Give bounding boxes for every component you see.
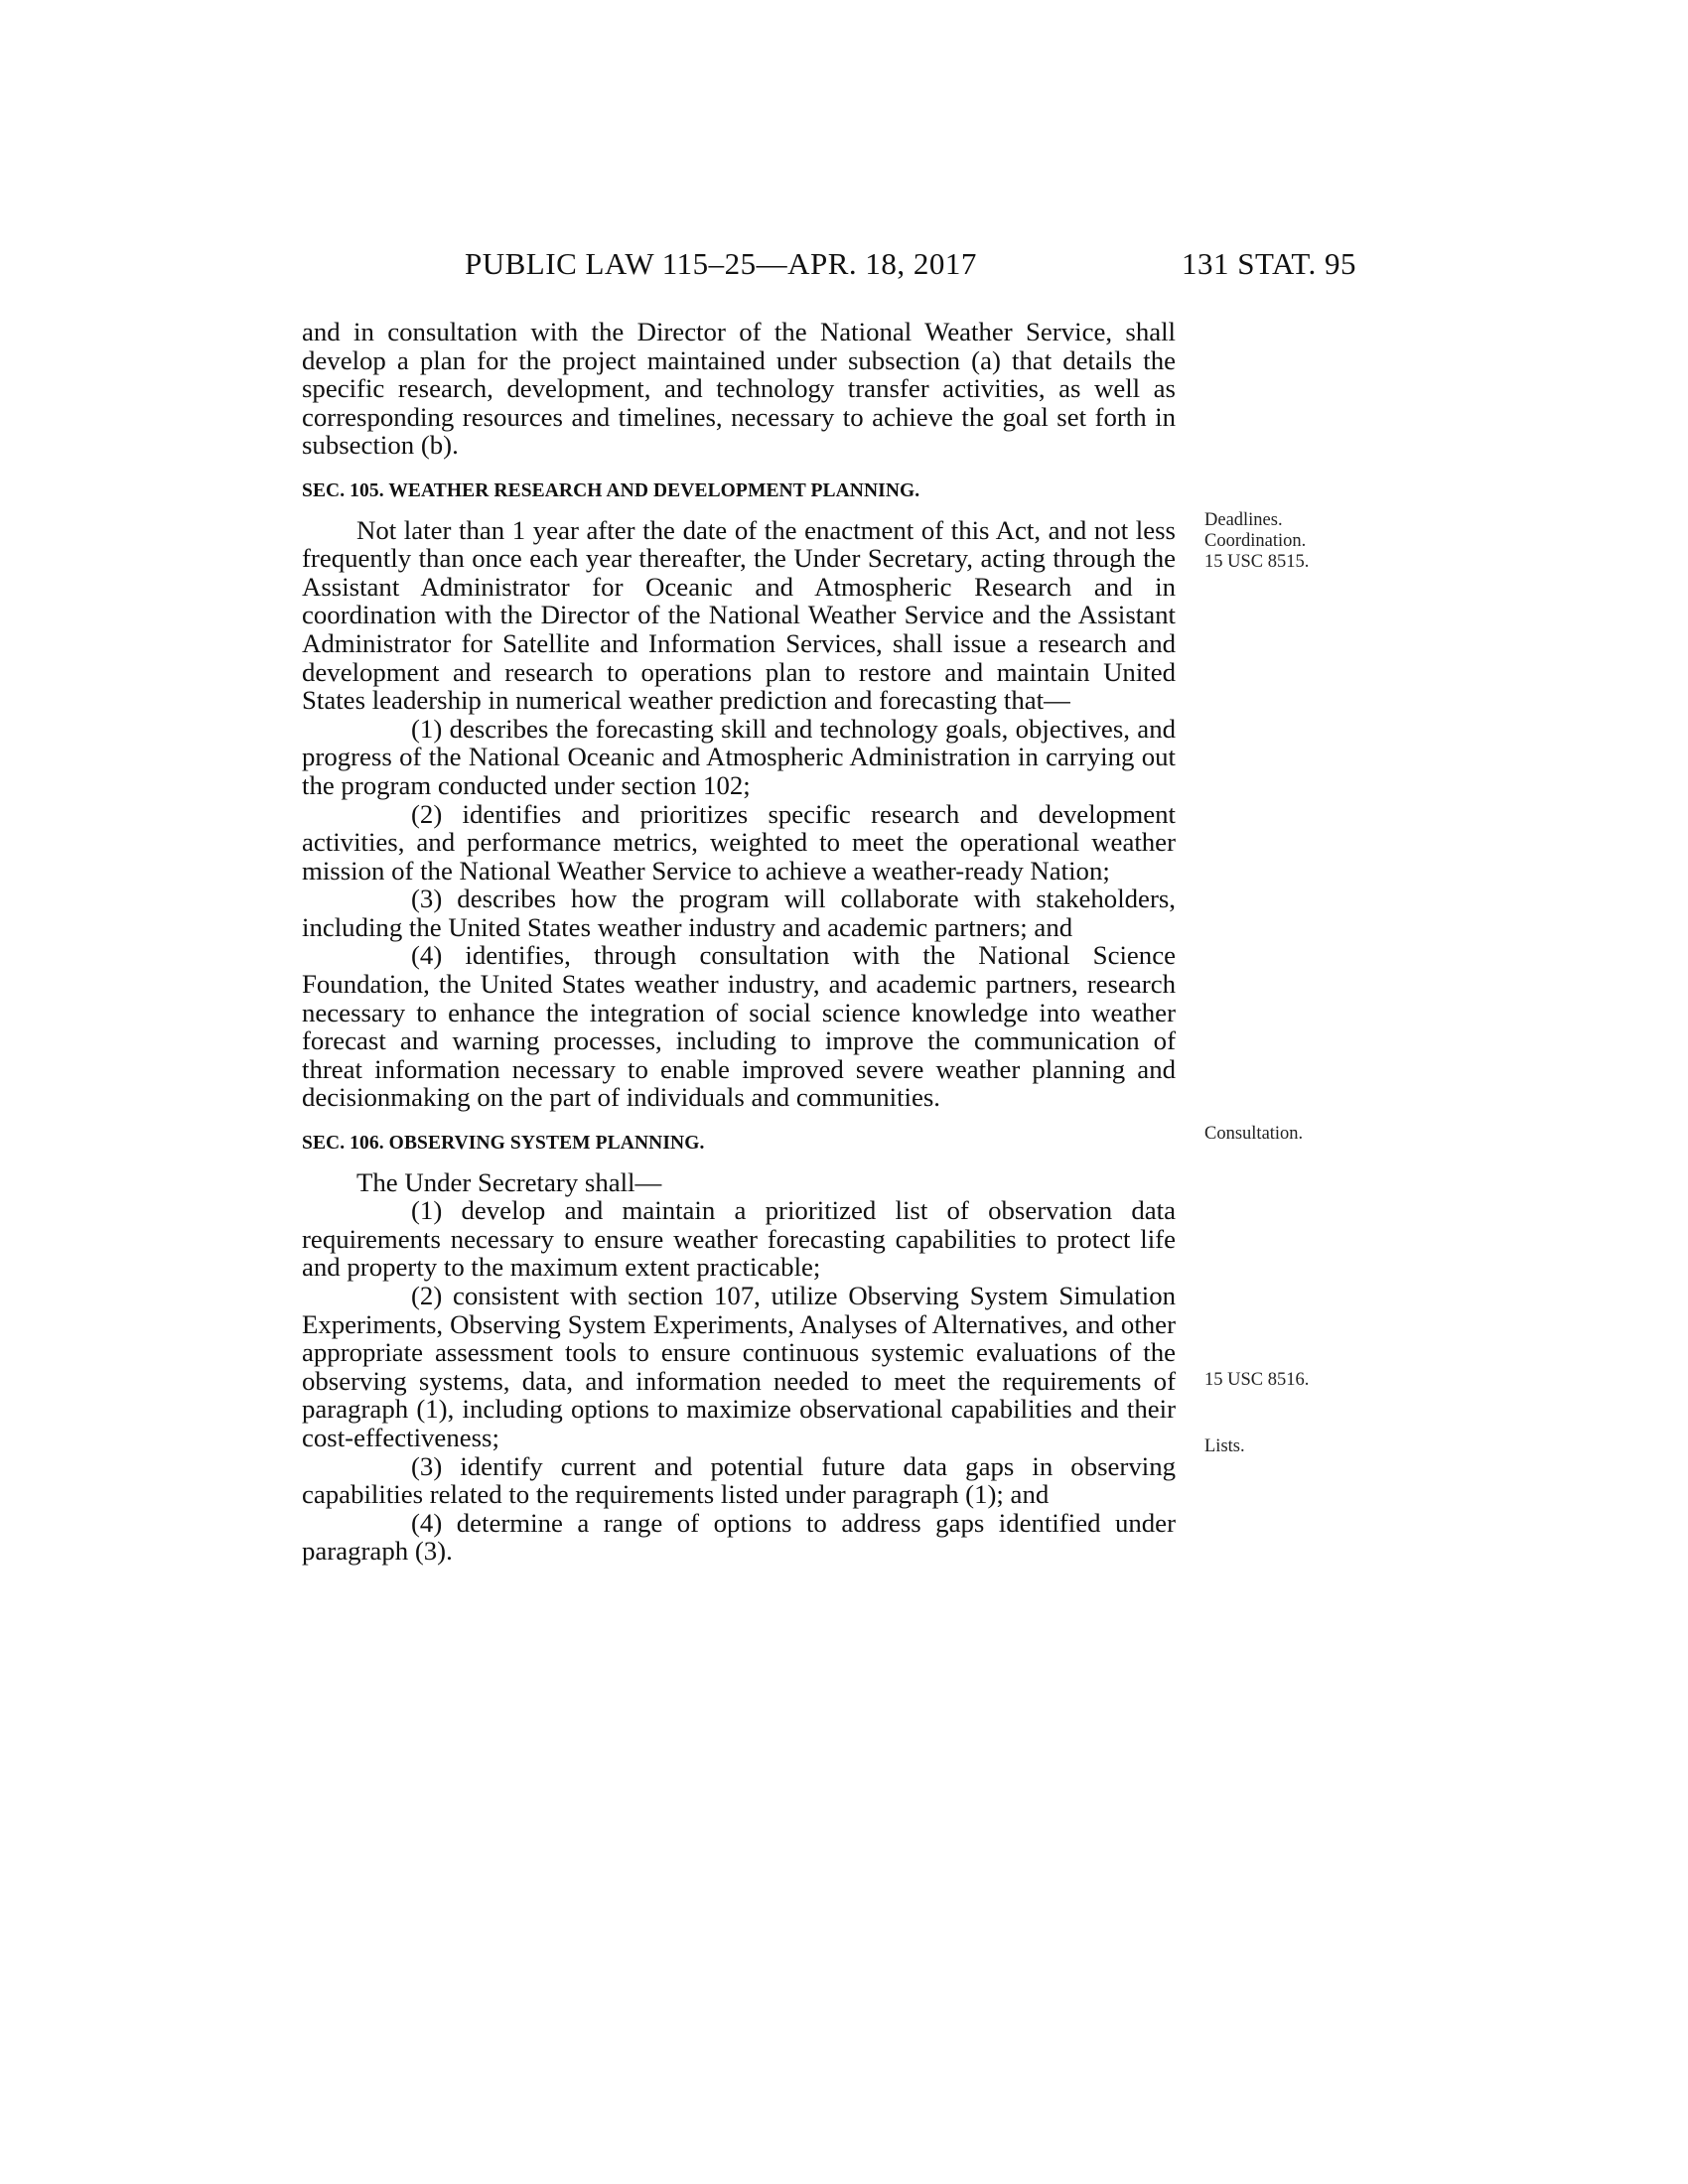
margin-note-consultation: Consultation. [1204, 1124, 1304, 1144]
section-106-heading: SEC. 106. OBSERVING SYSTEM PLANNING. [302, 1133, 705, 1155]
section-105-item-2: (2) identifies and prioritizes specific research and development activities, and performance metrics, weighted to meet the operational weather mission of the National Weather Service to achieve a weather-ready Nation; [302, 798, 1176, 886]
margin-note-usc-8516: 15 USC 8516. [1204, 1370, 1310, 1390]
margin-note-coordination: Coordination. [1204, 531, 1307, 551]
statute-page-number: 131 STAT. 95 [1182, 246, 1357, 281]
margin-note-deadlines: Deadlines. [1204, 510, 1283, 530]
section-106-item-1: (1) develop and maintain a prioritized list of observation data requirements necessary to ensure weather forecasting capabilities to protect life and property to the maximum extent practicable; [302, 1195, 1176, 1283]
margin-note-usc-8515: 15 USC 8515. [1204, 552, 1310, 572]
section-105-item-3: (3) describes how the program will collaborate with stakeholders, including the United States weather industry and academic partners; and [302, 884, 1176, 942]
section-106-item-3: (3) identify current and potential future data gaps in observing capabilities related to the requirements listed under paragraph (1); and [302, 1450, 1176, 1510]
continuation-paragraph: and in consultation with the Director of the National Weather Service, shall develop a plan for the project maintained under subsection (a) that details the specific research, development, and technology transfer activities, as well as corresponding resources and timelines, necessary to achieve the goal set forth in subsection (b). [302, 317, 1176, 461]
section-105-item-1: (1) describes the forecasting skill and technology goals, objectives, and progress of the National Oceanic and Atmospheric Administration in carrying out the program conducted under section 102; [302, 713, 1176, 800]
margin-note-lists: Lists. [1204, 1436, 1245, 1456]
section-105-heading: SEC. 105. WEATHER RESEARCH AND DEVELOPMENT PLANNING. [302, 479, 920, 501]
section-105-item-4: (4) identifies, through consultation with the National Science Foundation, the United States weather industry, and academic partners, research necessary to enhance the integration of social science knowledge into weather forecast and warning processes, including to improve the communication of threat information necessary to enable improved severe weather planning and decisionmaking on the part of individuals and communities. [302, 940, 1176, 1113]
running-header-title: PUBLIC LAW 115–25—APR. 18, 2017 [465, 246, 977, 281]
section-106-item-2: (2) consistent with section 107, utilize Observing System Simulation Experiments, Observing System Experiments, Analyses of Alternatives, and other appropriate assessment tools to ensure continuous systemic evaluations of the observing systems, data, and information needed to meet the requirements of paragraph (1), including options to maximize observational capabilities and their cost-effectiveness; [302, 1281, 1176, 1452]
document-body [302, 318, 1176, 1566]
section-106-intro: The Under Secretary shall— [356, 1166, 662, 1197]
section-105-intro: Not later than 1 year after the date of the enactment of this Act, and not less frequently than once each year thereafter, the Under Secretary, acting through the Assistant Administrator for Oceanic and Atmospheric Research and in coordination with the Director of the National Weather Service and the Assistant Administrator for Satellite and Information Services, shall issue a research and development and research to operations plan to restore and maintain United States leadership in numerical weather prediction and forecasting that— [302, 514, 1176, 716]
section-106-item-4: (4) determine a range of options to address gaps identified under paragraph (3). [302, 1507, 1176, 1567]
